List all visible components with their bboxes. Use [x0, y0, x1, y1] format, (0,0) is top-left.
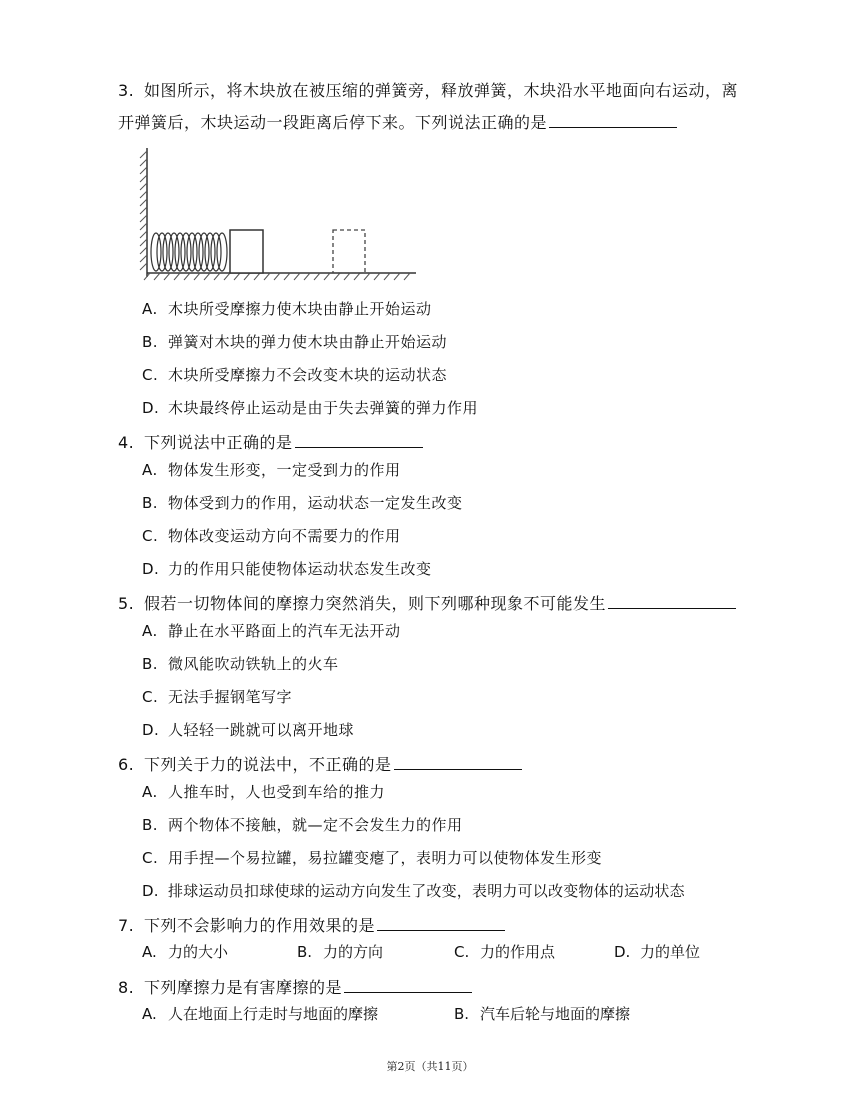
- option-letter: D.: [142, 399, 160, 417]
- answer-blank[interactable]: [608, 591, 736, 609]
- question-4-option-c[interactable]: [142, 525, 401, 547]
- question-7-option-c[interactable]: [454, 941, 555, 963]
- answer-blank[interactable]: [377, 913, 505, 931]
- question-number: 8.: [118, 978, 135, 997]
- question-7-option-d[interactable]: [614, 941, 700, 963]
- answer-blank[interactable]: [295, 430, 423, 448]
- question-8-option-b[interactable]: [454, 1003, 630, 1025]
- question-text: 下列关于力的说法中，不正确的是: [144, 755, 392, 774]
- question-text: 下列说法中正确的是: [144, 433, 293, 452]
- option-text: 力的单位: [640, 943, 701, 961]
- option-letter: B.: [297, 943, 313, 961]
- question-number: 7.: [118, 916, 135, 935]
- question-number: 5.: [118, 594, 135, 613]
- question-5: [118, 591, 736, 615]
- option-letter: D.: [142, 721, 160, 739]
- question-text: 下列摩擦力是有害摩擦的是: [144, 978, 343, 997]
- option-letter: B.: [142, 816, 159, 834]
- question-6-option-c[interactable]: [142, 847, 602, 869]
- option-letter: C.: [142, 366, 159, 384]
- question-3-option-a[interactable]: [142, 298, 432, 320]
- question-7-option-a[interactable]: [142, 941, 228, 963]
- question-5-option-d[interactable]: [142, 719, 354, 741]
- option-text: 弹簧对木块的弹力使木块由静止开始运动: [168, 333, 448, 351]
- question-3-option-b[interactable]: [142, 331, 447, 353]
- question-8: [118, 975, 472, 999]
- option-text: 人推车时，人也受到车给的推力: [168, 783, 386, 801]
- option-text: 物体改变运动方向不需要力的作用: [168, 527, 401, 545]
- option-text: 汽车后轮与地面的摩擦: [480, 1005, 631, 1023]
- option-text: 力的作用点: [480, 943, 556, 961]
- option-text: 物体受到力的作用，运动状态一定发生改变: [168, 494, 463, 512]
- option-text: 无法手握钢笔写字: [168, 688, 293, 706]
- option-text: 木块最终停止运动是由于失去弹簧的弹力作用: [168, 399, 479, 417]
- question-number: 4.: [118, 433, 135, 452]
- option-text: 微风能吹动铁轨上的火车: [168, 655, 339, 673]
- question-4-option-d[interactable]: [142, 558, 432, 580]
- question-4-option-a[interactable]: [142, 459, 401, 481]
- spring-block-figure: [136, 143, 421, 281]
- option-letter: A.: [142, 1005, 157, 1023]
- answer-blank[interactable]: [549, 110, 677, 128]
- option-letter: A.: [142, 943, 157, 961]
- option-text: 力的大小: [168, 943, 229, 961]
- question-6-option-a[interactable]: [142, 781, 385, 803]
- page-footer: 第2页（共11页）: [386, 1060, 474, 1073]
- option-letter: B.: [142, 333, 159, 351]
- question-3-line2: [118, 110, 677, 134]
- option-text: 人轻轻一跳就可以离开地球: [168, 721, 355, 739]
- option-letter: B.: [142, 494, 159, 512]
- question-5-option-c[interactable]: [142, 686, 292, 708]
- option-text: 木块所受摩擦力使木块由静止开始运动: [168, 300, 432, 318]
- question-text: 如图所示，将木块放在被压缩的弹簧旁，释放弹簧，木块沿水平地面向右运动，离: [144, 81, 739, 100]
- question-5-option-a[interactable]: [142, 620, 401, 642]
- option-text: 排球运动员扣球使球的运动方向发生了改变，表明力可以改变物体的运动状态: [168, 882, 685, 900]
- option-text: 木块所受摩擦力不会改变木块的运动状态: [168, 366, 448, 384]
- question-7: [118, 913, 505, 937]
- ground-hatching: [144, 273, 410, 280]
- option-letter: A.: [142, 300, 158, 318]
- question-4: [118, 430, 423, 454]
- option-letter: D.: [614, 943, 631, 961]
- option-letter: B.: [142, 655, 159, 673]
- option-letter: C.: [454, 943, 470, 961]
- question-3-option-d[interactable]: [142, 397, 478, 419]
- option-letter: D.: [142, 882, 159, 900]
- option-letter: A.: [142, 622, 158, 640]
- question-6-option-b[interactable]: [142, 814, 463, 836]
- option-letter: C.: [142, 849, 159, 867]
- question-5-option-b[interactable]: [142, 653, 339, 675]
- option-text: 用手捏—个易拉罐，易拉罐变瘪了，表明力可以使物体发生形变: [168, 849, 603, 867]
- question-text: 开弹簧后，木块运动一段距离后停下来。下列说法正确的是: [118, 113, 548, 132]
- answer-blank[interactable]: [394, 752, 522, 770]
- option-letter: C.: [142, 527, 159, 545]
- wall-hatching: [140, 151, 147, 270]
- question-number: 6.: [118, 755, 135, 774]
- option-letter: C.: [142, 688, 159, 706]
- question-3-line1: [118, 80, 738, 102]
- question-6-option-d[interactable]: [142, 880, 685, 902]
- compressed-spring: [151, 233, 227, 271]
- question-8-option-a[interactable]: [142, 1003, 378, 1025]
- wood-block: [230, 230, 263, 273]
- option-letter: A.: [142, 461, 158, 479]
- option-text: 力的方向: [323, 943, 384, 961]
- option-text: 静止在水平路面上的汽车无法开动: [168, 622, 401, 640]
- block-final-position: [333, 230, 365, 273]
- question-4-option-b[interactable]: [142, 492, 463, 514]
- option-text: 力的作用只能使物体运动状态发生改变: [168, 560, 432, 578]
- option-text: 物体发生形变，一定受到力的作用: [168, 461, 401, 479]
- option-letter: B.: [454, 1005, 470, 1023]
- option-text: 人在地面上行走时与地面的摩擦: [168, 1005, 379, 1023]
- option-letter: D.: [142, 560, 160, 578]
- question-6: [118, 752, 522, 776]
- question-7-option-b[interactable]: [297, 941, 383, 963]
- question-text: 下列不会影响力的作用效果的是: [144, 916, 376, 935]
- option-text: 两个物体不接触，就—定不会发生力的作用: [168, 816, 463, 834]
- answer-blank[interactable]: [344, 975, 472, 993]
- question-text: 假若一切物体间的摩擦力突然消失，则下列哪种现象不可能发生: [144, 594, 607, 613]
- option-letter: A.: [142, 783, 158, 801]
- question-number: 3.: [118, 81, 135, 100]
- question-3-option-c[interactable]: [142, 364, 447, 386]
